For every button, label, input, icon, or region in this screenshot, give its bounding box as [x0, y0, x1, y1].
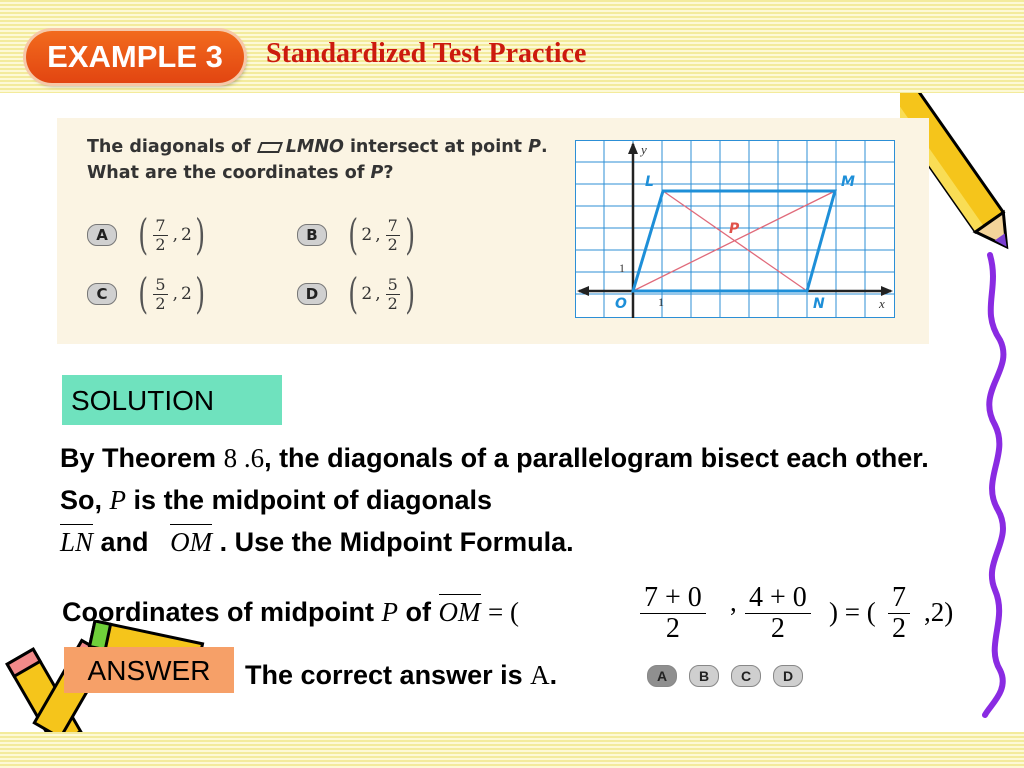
example-badge: EXAMPLE 3: [26, 31, 244, 83]
y-tick-label: 1: [619, 261, 625, 275]
page-title: Standardized Test Practice: [266, 38, 587, 69]
choice-letter: C: [87, 283, 117, 305]
segment-om: OM: [170, 524, 212, 557]
vertex-label-m: M: [841, 174, 855, 190]
bubble-d[interactable]: D: [773, 665, 803, 687]
y-axis-label: y: [641, 142, 647, 157]
bubble-a[interactable]: A: [647, 665, 677, 687]
segment-ln: LN: [60, 524, 93, 557]
answer-text: The correct answer is A.: [245, 660, 558, 690]
bubble-c[interactable]: C: [731, 665, 761, 687]
x-axis-label: x: [879, 296, 885, 311]
midpoint-formula: Coordinates of midpoint P of OM = ( 7 + 0 2 , 4 + 0 2 ) = ( 7 2 ,2): [62, 582, 954, 644]
choice-d[interactable]: D ( 2 , $\frac{5}{2}$ ): [297, 273, 418, 315]
coordinate-graph: [575, 140, 895, 318]
answer-bubbles: [647, 665, 803, 687]
vertex-label-l: L: [645, 174, 654, 190]
choice-c[interactable]: C ( $\frac{5}{2}$ , 2 ): [87, 273, 208, 315]
parallelogram-icon: [257, 142, 283, 153]
solution-label: SOLUTION: [62, 375, 282, 425]
vertex-label-o: O: [615, 296, 627, 312]
bubble-b[interactable]: B: [689, 665, 719, 687]
choice-letter: A: [87, 224, 117, 246]
point-label-p: P: [729, 221, 740, 237]
answer-label: ANSWER: [64, 647, 234, 693]
x-tick-label: 1: [658, 295, 664, 309]
choice-letter: B: [297, 224, 327, 246]
question-text: The diagonals of LMNO intersect at point P. What are the coordinates of P?: [87, 137, 548, 183]
choice-b[interactable]: B ( 2 , $\frac{7}{2}$ ): [297, 214, 418, 256]
footer-stripes: [0, 732, 1024, 768]
vertex-label-n: N: [813, 296, 825, 312]
choice-letter: D: [297, 283, 327, 305]
solution-text: By Theorem 8 .6, the diagonals of a parallelogram bisect each other. So, P is the midpoint of diagonals LN and OM . Use the Midpoint Formula.: [60, 443, 929, 557]
choice-a[interactable]: A ( $\frac{7}{2}$ , 2 ): [87, 214, 208, 256]
